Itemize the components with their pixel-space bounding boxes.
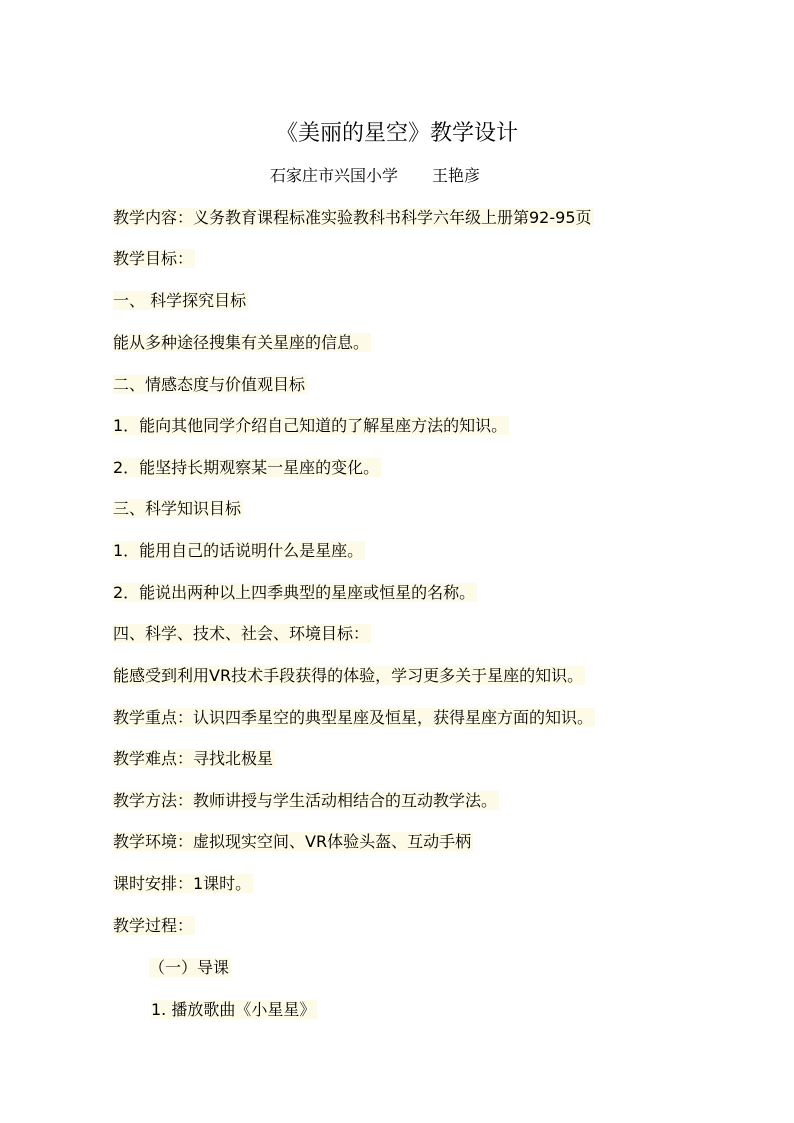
goal-section-3-item-1: 1．能用自己的话说明什么是星座。: [113, 541, 364, 560]
goal-section-4-heading: 四、科学、技术、社会、环境目标：: [113, 624, 370, 643]
goal-section-3-heading: 三、科学知识目标: [113, 499, 242, 518]
teaching-content-line: 教学内容：义务教育课程标准实验教科书科学六年级上册第92-95页: [113, 208, 592, 227]
author-line: [270, 163, 480, 189]
teaching-goals-heading: 教学目标：: [113, 249, 194, 268]
goal-section-2-item-2: 2．能坚持长期观察某一星座的变化。: [113, 458, 380, 477]
goal-section-2-item-1: 1．能向其他同学介绍自己知道的了解星座方法的知识。: [113, 416, 508, 435]
teaching-method-line: 教学方法：教师讲授与学生活动相结合的互动教学法。: [113, 791, 498, 810]
teaching-environment-line: 教学环境：虚拟现实空间、VR体验头盔、互动手柄: [113, 832, 472, 851]
teaching-difficulty-line: 教学难点：寻找北极星: [113, 749, 274, 768]
teaching-key-points-line: 教学重点：认识四季星空的典型星座及恒星，获得星座方面的知识。: [113, 708, 594, 727]
document-title: 《美丽的星空》教学设计: [275, 121, 518, 146]
goal-section-3-item-2: 2．能说出两种以上四季典型的星座或恒星的名称。: [113, 583, 476, 602]
author-name: 王艳彦: [432, 166, 481, 185]
process-step-1-item: 1. 播放歌曲《小星星》: [151, 1000, 316, 1019]
author-school: 石家庄市兴国小学: [270, 166, 399, 185]
process-step-1-heading: （一）导课: [149, 958, 230, 977]
goal-section-1-heading: 一、 科学探究目标: [113, 291, 247, 310]
goal-section-1-item: 能从多种途径搜集有关星座的信息。: [113, 333, 370, 352]
goal-section-2-heading: 二、情感态度与价值观目标: [113, 375, 306, 394]
goal-section-4-item: 能感受到利用VR技术手段获得的体验，学习更多关于星座的知识。: [113, 666, 584, 685]
class-hours-line: 课时安排：1课时。: [113, 874, 252, 893]
teaching-process-heading: 教学过程：: [113, 916, 194, 935]
